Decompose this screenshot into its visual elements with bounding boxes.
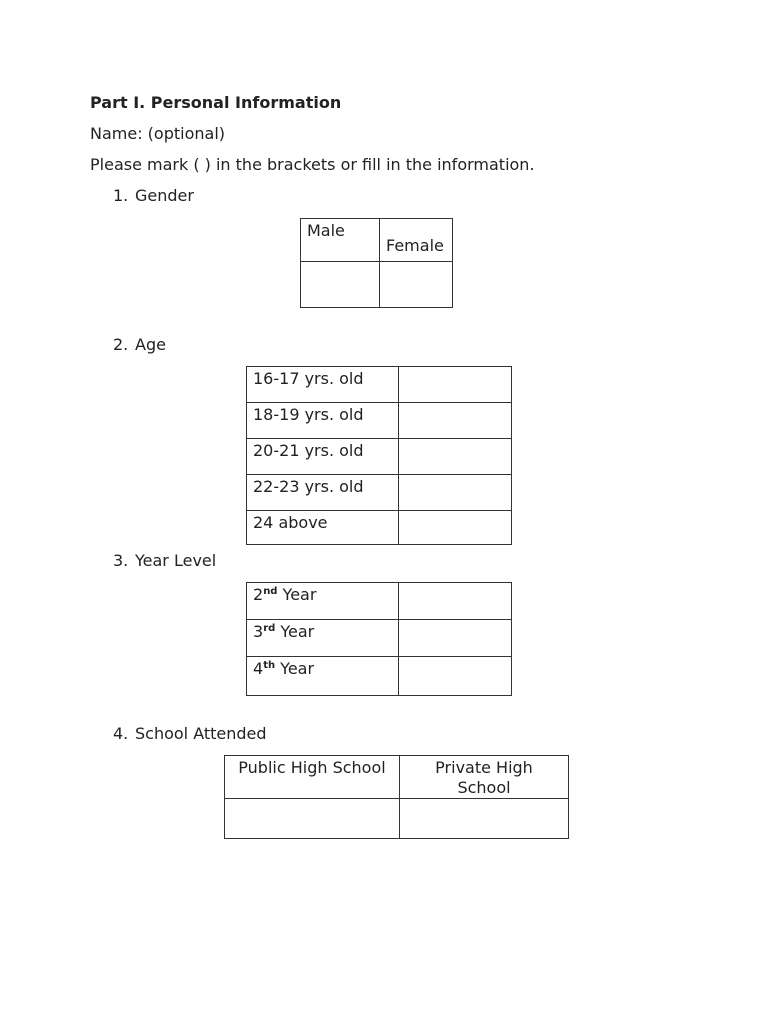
age-mark-cell[interactable]: [399, 511, 512, 545]
age-option-label: 22-23 yrs. old: [247, 475, 399, 511]
question-number: 2.: [113, 335, 129, 354]
year-option-label: 2nd Year: [247, 583, 399, 620]
year-level-table: [246, 582, 512, 696]
age-mark-cell[interactable]: [399, 403, 512, 439]
school-public-label: Public High School: [225, 756, 400, 799]
gender-female-label: Female: [380, 219, 453, 262]
age-mark-cell[interactable]: [399, 475, 512, 511]
school-private-mark-cell[interactable]: [400, 799, 569, 839]
year-option-label: 4th Year: [247, 657, 399, 696]
question-number: 4.: [113, 724, 129, 743]
school-table: [224, 755, 569, 839]
age-mark-cell[interactable]: [399, 439, 512, 475]
age-option-label: 20-21 yrs. old: [247, 439, 399, 475]
age-option-label: 16-17 yrs. old: [247, 367, 399, 403]
gender-table: [300, 218, 453, 308]
question-number: 1.: [113, 186, 129, 205]
part-title: Part I. Personal Information: [90, 93, 342, 112]
year-mark-cell[interactable]: [399, 620, 512, 657]
question-year-level-label: Year Level: [135, 551, 217, 570]
question-school-label: School Attended: [135, 724, 267, 743]
question-number: 3.: [113, 551, 129, 570]
year-mark-cell[interactable]: [399, 583, 512, 620]
name-line: Name: (optional): [90, 124, 226, 143]
year-mark-cell[interactable]: [399, 657, 512, 696]
instruction: Please mark ( ) in the brackets or fill in the information.: [90, 155, 535, 174]
question-gender-label: Gender: [135, 186, 194, 205]
gender-male-label: Male: [301, 219, 380, 262]
gender-female-mark-cell[interactable]: [380, 262, 453, 308]
school-private-label: Private High School: [400, 756, 569, 799]
gender-male-mark-cell[interactable]: [301, 262, 380, 308]
age-option-label: 24 above: [247, 511, 399, 545]
age-table: [246, 366, 512, 545]
age-mark-cell[interactable]: [399, 367, 512, 403]
school-public-mark-cell[interactable]: [225, 799, 400, 839]
year-option-label: 3rd Year: [247, 620, 399, 657]
question-age-label: Age: [135, 335, 166, 354]
age-option-label: 18-19 yrs. old: [247, 403, 399, 439]
